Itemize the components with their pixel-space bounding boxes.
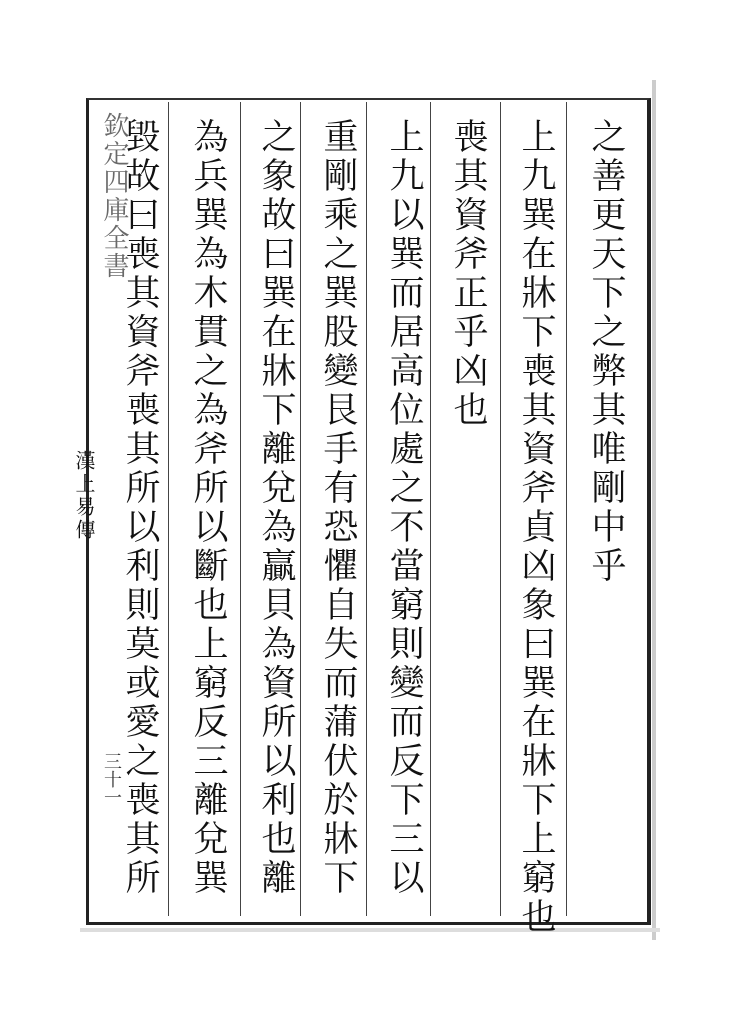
text-column-1: 之善更天下之弊其唯剛中乎 xyxy=(586,118,626,586)
text-column-8: 毀故曰喪其資斧喪其所以利則莫或愛之喪其所 xyxy=(120,118,160,898)
column-rule xyxy=(500,102,501,916)
book-title: 漢上易傳 xyxy=(72,450,96,542)
text-column-3: 喪其資斧正乎凶也 xyxy=(448,118,488,430)
page-bottom-edge xyxy=(80,928,660,932)
text-column-2: 上九巽在牀下喪其資斧貞凶象曰巽在牀下上窮也 xyxy=(516,118,556,937)
folio-number: 三十一 xyxy=(101,752,122,806)
page-edge-shadow xyxy=(652,80,656,940)
column-rule xyxy=(366,102,367,916)
column-rule xyxy=(168,102,169,916)
text-column-5: 重剛乘之巽股變艮手有恐懼自失而蒲伏於牀下 xyxy=(318,118,358,898)
running-header: 欽定四庫全書 xyxy=(99,112,129,280)
column-rule xyxy=(240,102,241,916)
text-column-7: 為兵巽為木貫之為斧所以斷也上窮反三離兌巽 xyxy=(188,118,228,898)
column-rule xyxy=(300,102,301,916)
column-rule xyxy=(566,102,567,916)
column-rule xyxy=(430,102,431,916)
text-column-4: 上九以巽而居高位處之不當窮則變而反下三以 xyxy=(384,118,424,898)
text-column-6: 之象故曰巽在牀下離兌為贏貝為資所以利也離 xyxy=(256,118,296,898)
